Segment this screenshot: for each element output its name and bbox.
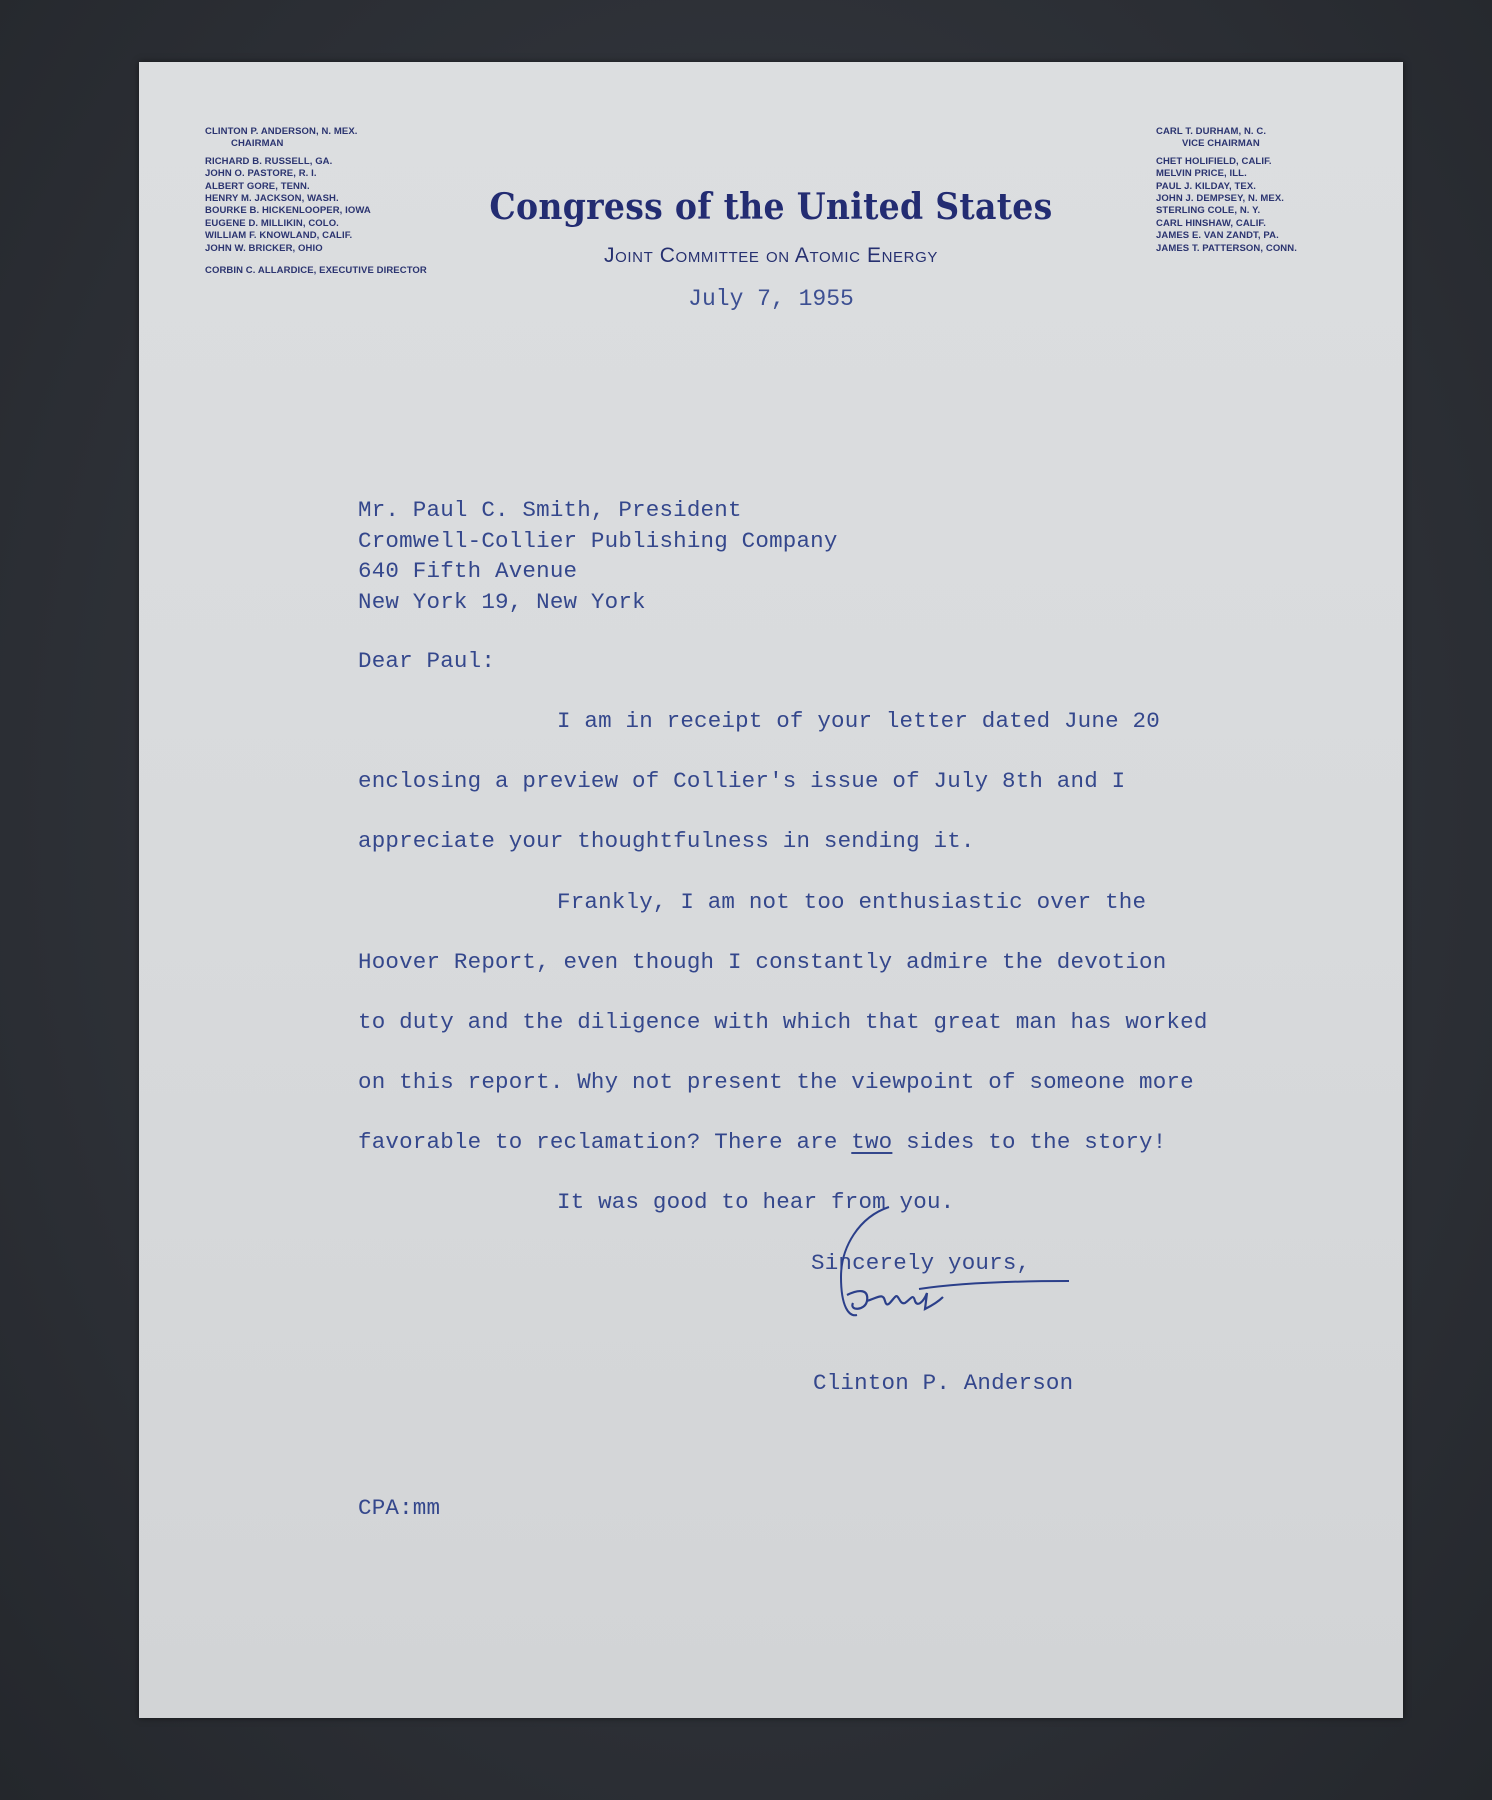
roster-member: HENRY M. JACKSON, WASH. xyxy=(205,193,339,205)
underlined-word: two xyxy=(851,1129,893,1155)
roster-member: EUGENE D. MILLIKIN, COLO. xyxy=(205,217,339,229)
roster-member: CHET HOLIFIELD, CALIF. xyxy=(1156,155,1272,167)
reference-initials: CPA:mm xyxy=(358,1495,441,1521)
handwritten-signature xyxy=(819,1197,1079,1337)
address-line: New York 19, New York xyxy=(358,588,646,615)
body-line: appreciate your thoughtfulness in sending it. xyxy=(358,828,975,854)
address-line: 640 Fifth Avenue xyxy=(358,558,578,584)
body-line: I am in receipt of your letter dated June 20 xyxy=(557,708,1160,734)
roster-member: JAMES E. VAN ZANDT, PA. xyxy=(1156,230,1279,242)
chairman-title: CHAIRMAN xyxy=(231,138,284,150)
roster-member: JOHN O. PASTORE, R. I. xyxy=(205,168,317,180)
letter-date: July 7, 1955 xyxy=(688,286,854,312)
body-line: to duty and the diligence with which that great man has worked xyxy=(358,1009,1208,1035)
recipient-address xyxy=(358,495,838,617)
body-line: on this report. Why not present the viewpoint of someone more xyxy=(358,1069,1194,1095)
vice-chairman-name: CARL T. DURHAM, N. C. xyxy=(1156,126,1267,137)
roster-member: JAMES T. PATTERSON, CONN. xyxy=(1156,242,1297,254)
vice-chairman-title: VICE CHAIRMAN xyxy=(1182,138,1260,150)
address-line: Cromwell-Collier Publishing Company xyxy=(358,527,838,554)
body-line: Hoover Report, even though I constantly admire the devotion xyxy=(358,949,1167,975)
committee-name: Joint Committee on Atomic Energy xyxy=(604,244,938,267)
address-line: Mr. Paul C. Smith, President xyxy=(358,497,742,523)
roster-member: ALBERT GORE, TENN. xyxy=(205,180,310,192)
salutation: Dear Paul: xyxy=(358,648,496,674)
executive-director: CORBIN C. ALLARDICE, EXECUTIVE DIRECTOR xyxy=(205,265,427,277)
letterhead-title: Congress of the United States xyxy=(489,186,1053,228)
roster-member: JOHN J. DEMPSEY, N. MEX. xyxy=(1156,193,1285,205)
complimentary-close: Sincerely yours, xyxy=(811,1250,1031,1276)
body-line: enclosing a preview of Collier's issue of July 8th and I xyxy=(358,768,1126,794)
letter-page xyxy=(139,62,1403,1718)
roster-member: PAUL J. KILDAY, TEX. xyxy=(1156,180,1257,192)
body-text: favorable to reclamation? There are xyxy=(358,1129,852,1155)
roster-member: BOURKE B. HICKENLOOPER, IOWA xyxy=(205,205,371,217)
roster-member: CARL HINSHAW, CALIF. xyxy=(1156,217,1267,229)
roster-member: RICHARD B. RUSSELL, GA. xyxy=(205,155,333,167)
chairman-name: CLINTON P. ANDERSON, N. MEX. xyxy=(205,126,358,137)
body-line-with-emphasis xyxy=(358,1129,1166,1155)
roster-member: MELVIN PRICE, ILL. xyxy=(1156,168,1247,180)
roster-member: STERLING COLE, N. Y. xyxy=(1156,205,1261,217)
body-line: It was good to hear from you. xyxy=(557,1189,955,1215)
signer-name: Clinton P. Anderson xyxy=(813,1370,1074,1396)
roster-member: JOHN W. BRICKER, OHIO xyxy=(205,242,323,254)
roster-member: WILLIAM F. KNOWLAND, CALIF. xyxy=(205,230,353,242)
body-text: sides to the story! xyxy=(892,1129,1167,1155)
body-line: Frankly, I am not too enthusiastic over the xyxy=(557,889,1147,915)
